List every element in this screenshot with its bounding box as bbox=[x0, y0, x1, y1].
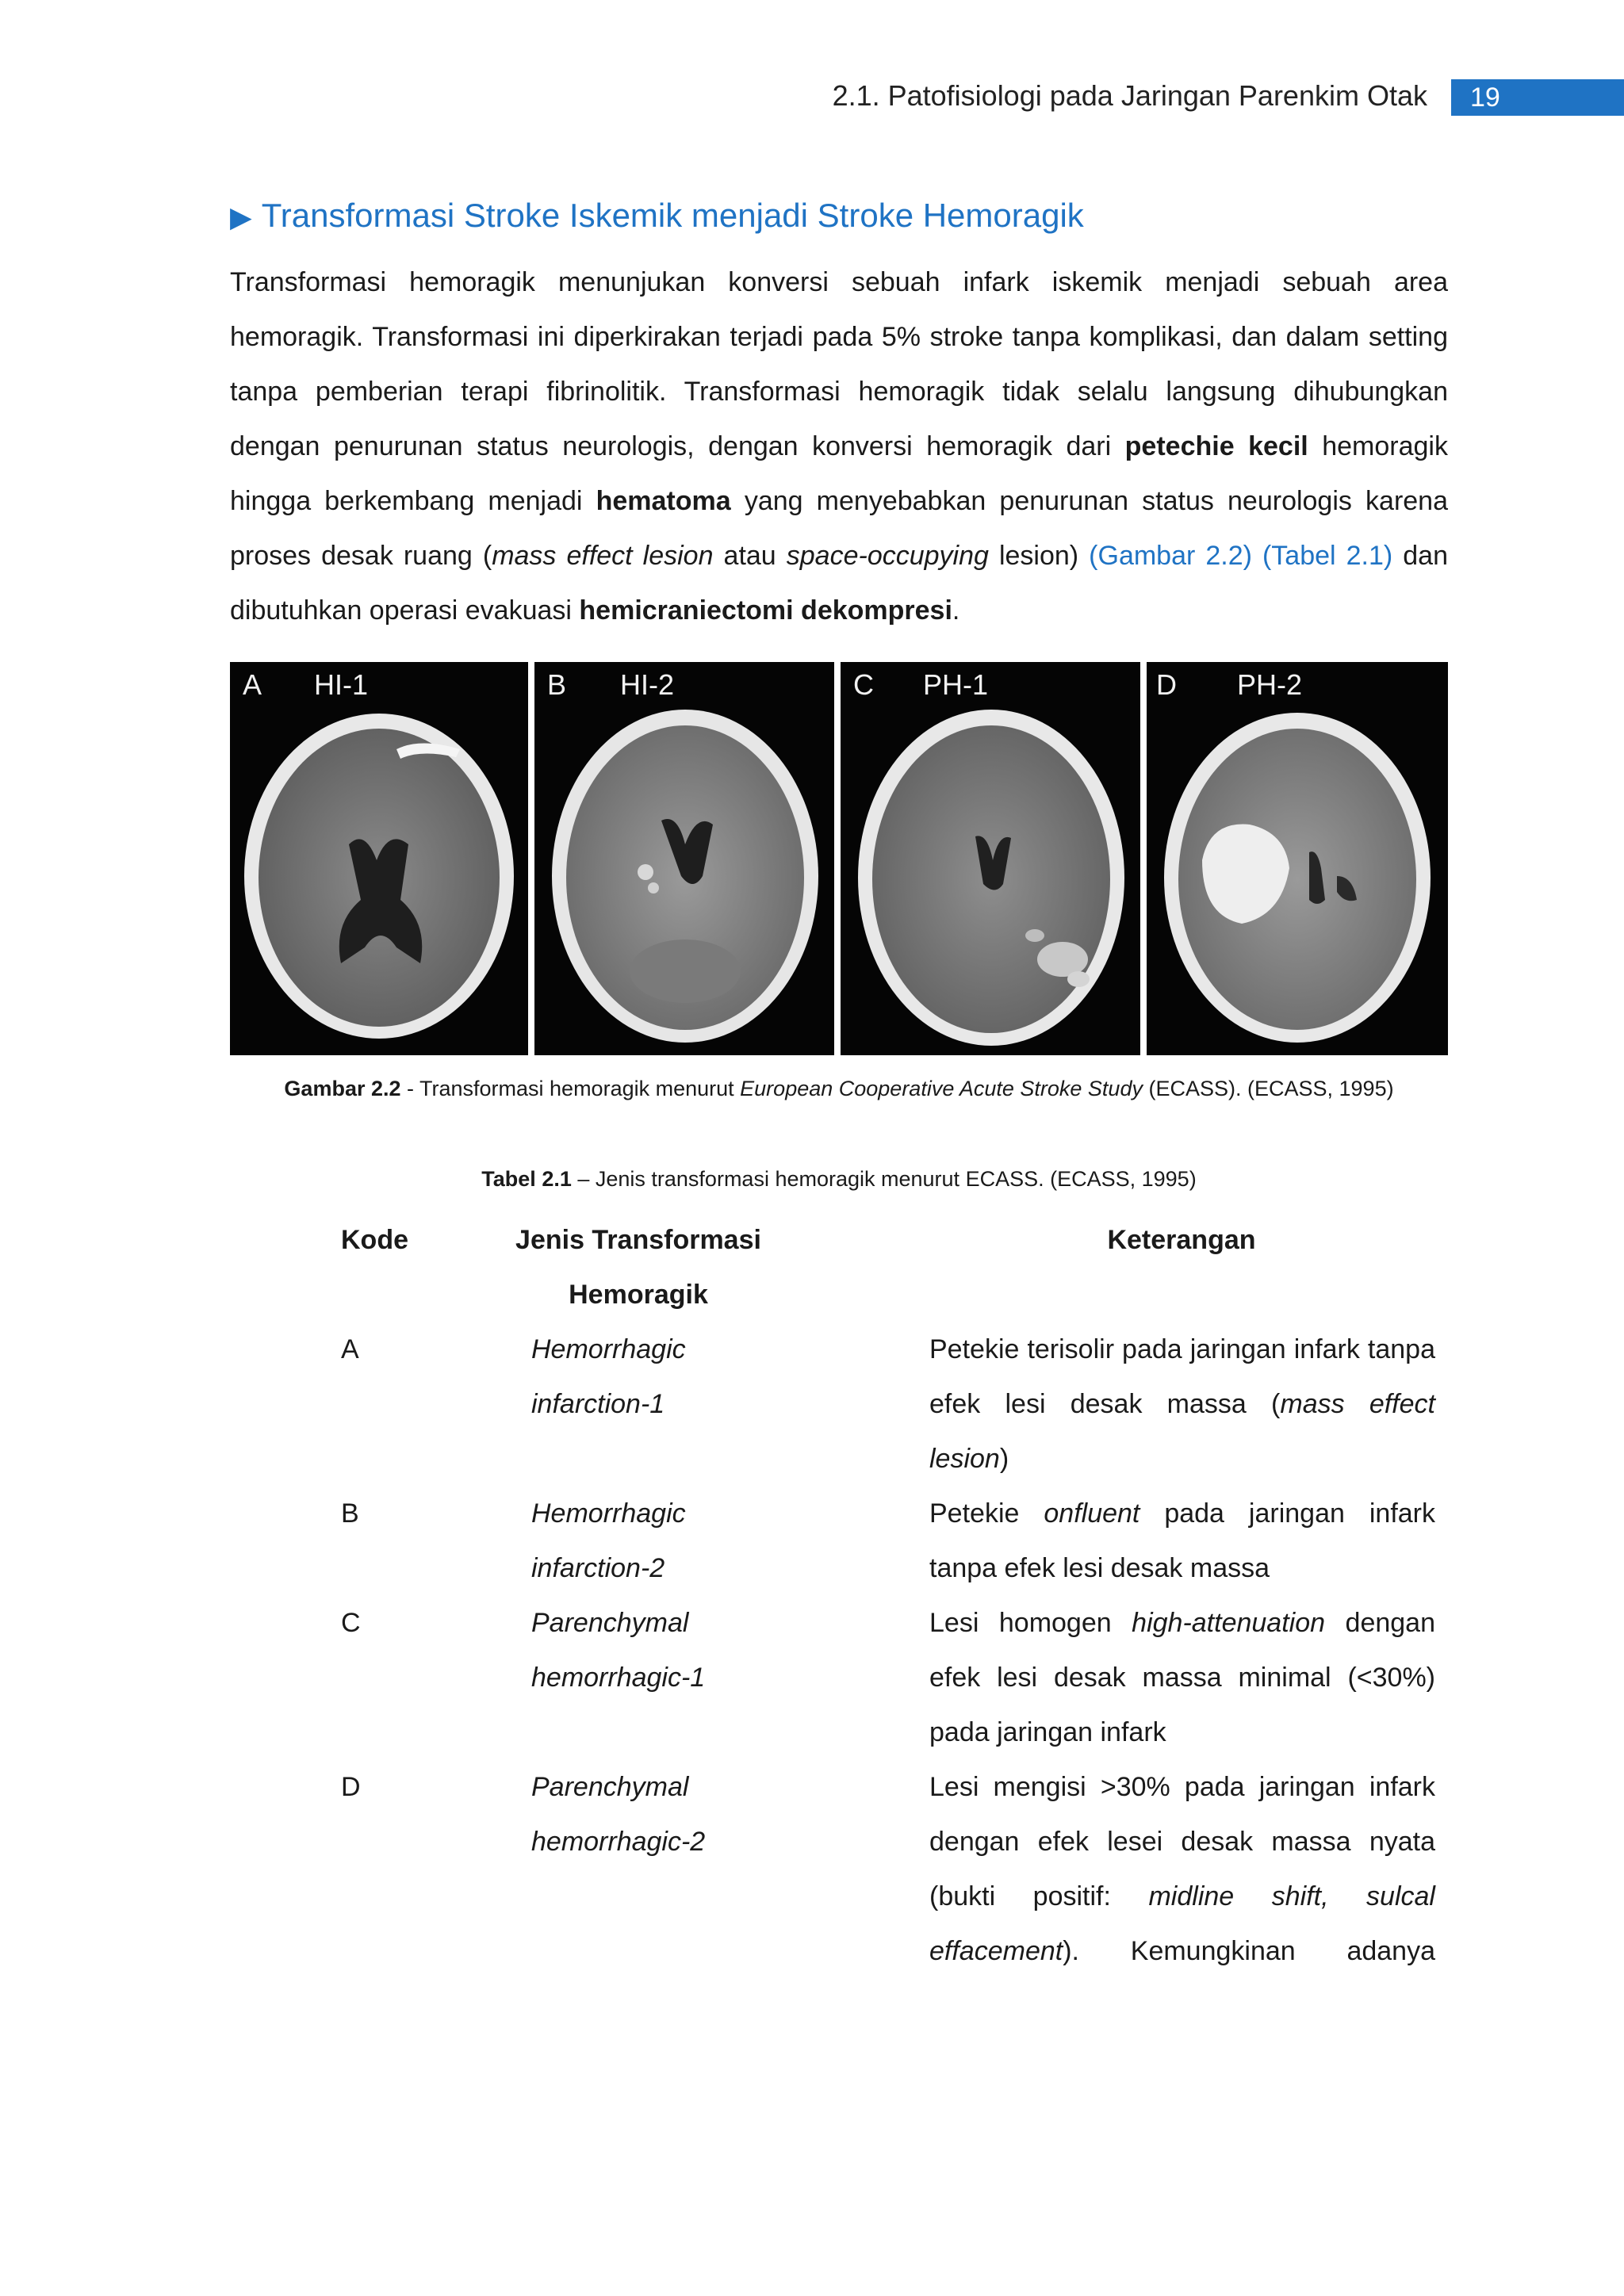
panel-code-d: PH-2 bbox=[1237, 668, 1303, 701]
table-row-kode-a: A bbox=[341, 1334, 359, 1364]
text-run: lesion) bbox=[988, 541, 1090, 571]
table-row-kode-d: D bbox=[341, 1772, 361, 1802]
text-run: Lesi homogen bbox=[929, 1608, 1132, 1638]
ct-panel-b bbox=[534, 662, 834, 1055]
table-row-jenis-b: Hemorrhagic infarction-2 bbox=[531, 1498, 686, 1583]
table-row-keterangan-b bbox=[929, 1487, 1435, 1596]
panel-code-b: HI-2 bbox=[620, 668, 675, 701]
text-run: hematoma bbox=[596, 486, 731, 516]
table-row-kode-c: C bbox=[341, 1608, 361, 1638]
text-run: . bbox=[952, 595, 960, 626]
table-caption bbox=[230, 1167, 1448, 1192]
text-run: dan dibutuhkan operasi evakuasi bbox=[230, 541, 1448, 626]
text-run: European Cooperative Acute Stroke Study bbox=[740, 1077, 1143, 1100]
table-row-jenis-d: Parenchymal hemorrhagic-2 bbox=[531, 1772, 706, 1857]
table-row-keterangan-a bbox=[929, 1322, 1435, 1487]
text-run: Transformasi hemoragik menunjukan konversi sebuah infark iskemik menjadi sebuah area hemoragik. Transformasi ini diperkirakan terjadi pada 5% stroke tanpa komplikasi, dan dalam setting tanpa pemberian terapi fibrinolitik. Transformasi hemoragik tidak selalu langsung dihubungkan dengan penurunan status neurologis, dengan konversi hemoragik dari bbox=[230, 267, 1448, 461]
panel-letter-b: B bbox=[547, 668, 567, 701]
panel-letter-d: D bbox=[1156, 668, 1177, 701]
cross-reference-link[interactable]: (Gambar 2.2) (Tabel 2.1) bbox=[1089, 541, 1393, 571]
text-run: pada jaringan infark tanpa efek lesi desak massa bbox=[929, 1498, 1436, 1583]
panel-code-a: HI-1 bbox=[314, 668, 369, 701]
text-run: hemoragik hingga berkembang menjadi bbox=[230, 431, 1448, 516]
text-run: mass effect lesion bbox=[929, 1389, 1435, 1474]
text-run: midline shift, sulcal effacement bbox=[929, 1881, 1435, 1966]
text-run: ). Kemungkinan adanya bbox=[1063, 1936, 1435, 1966]
text-run: high-attenuation bbox=[1132, 1608, 1326, 1638]
text-run: yang menyebabkan penurunan status neurologis karena proses desak ruang ( bbox=[230, 486, 1449, 571]
text-run: – Jenis transformasi hemoragik menurut ECASS. (ECASS, 1995) bbox=[571, 1167, 1197, 1191]
table-row-keterangan-c bbox=[929, 1596, 1435, 1760]
text-run: - Transformasi hemoragik menurut bbox=[400, 1077, 741, 1100]
text-run: petechie kecil bbox=[1124, 431, 1308, 461]
section-heading bbox=[230, 197, 1451, 235]
panel-code-c: PH-1 bbox=[923, 668, 989, 701]
table-row-jenis-c: Parenchymal hemorrhagic-1 bbox=[531, 1608, 706, 1693]
table-row-kode-b: B bbox=[341, 1498, 359, 1529]
table-header-kode: Kode bbox=[341, 1225, 408, 1255]
running-header-title: 2.1. Patofisiologi pada Jaringan Parenkim Otak bbox=[832, 79, 1427, 112]
ct-scan-image-c bbox=[841, 662, 1140, 1055]
ct-scan-image-b bbox=[534, 662, 834, 1055]
text-run: Petekie terisolir pada jaringan infark tanpa efek lesi desak massa ( bbox=[929, 1334, 1435, 1419]
page-number: 19 bbox=[1451, 79, 1624, 116]
text-run: atau bbox=[713, 541, 787, 571]
table-row-keterangan-d bbox=[929, 1760, 1435, 1979]
ct-scan-image-a bbox=[230, 662, 528, 1055]
panel-letter-c: C bbox=[853, 668, 874, 701]
text-run: onfluent bbox=[1044, 1498, 1140, 1529]
section-heading-text: Transformasi Stroke Iskemik menjadi Stroke Hemoragik bbox=[261, 197, 1084, 234]
ct-panel-c bbox=[841, 662, 1140, 1055]
table-row-jenis-a: Hemorrhagic infarction-1 bbox=[531, 1334, 686, 1419]
text-run: dengan efek lesi desak massa minimal (<30%) pada jaringan infark bbox=[929, 1608, 1436, 1747]
text-run: ) bbox=[999, 1444, 1009, 1474]
ct-scan-image-d bbox=[1147, 662, 1448, 1055]
ct-scan-figure bbox=[230, 662, 1448, 1055]
text-run: Gambar 2.2 bbox=[284, 1077, 401, 1100]
text-run: space-occupying bbox=[786, 541, 989, 571]
text-run: mass effect lesion bbox=[492, 541, 714, 571]
table-header-keterangan: Keterangan bbox=[1107, 1225, 1256, 1255]
figure-caption bbox=[230, 1077, 1448, 1101]
text-run: Tabel 2.1 bbox=[481, 1167, 572, 1191]
body-paragraph bbox=[230, 255, 1448, 638]
ct-panel-a bbox=[230, 662, 528, 1055]
text-run: Lesi mengisi >30% pada jaringan infark dengan efek lesei desak massa nyata (bukti positif: bbox=[929, 1772, 1435, 1911]
table-header-jenis: Jenis Transformasi Hemoragik bbox=[515, 1225, 761, 1310]
text-run: hemicraniectomi dekompresi bbox=[579, 595, 952, 626]
ct-panel-d bbox=[1147, 662, 1448, 1055]
text-run: Petekie bbox=[929, 1498, 1044, 1529]
triangle-bullet-icon: ▶ bbox=[230, 201, 252, 233]
panel-letter-a: A bbox=[243, 668, 262, 701]
text-run: (ECASS). (ECASS, 1995) bbox=[1142, 1077, 1394, 1100]
